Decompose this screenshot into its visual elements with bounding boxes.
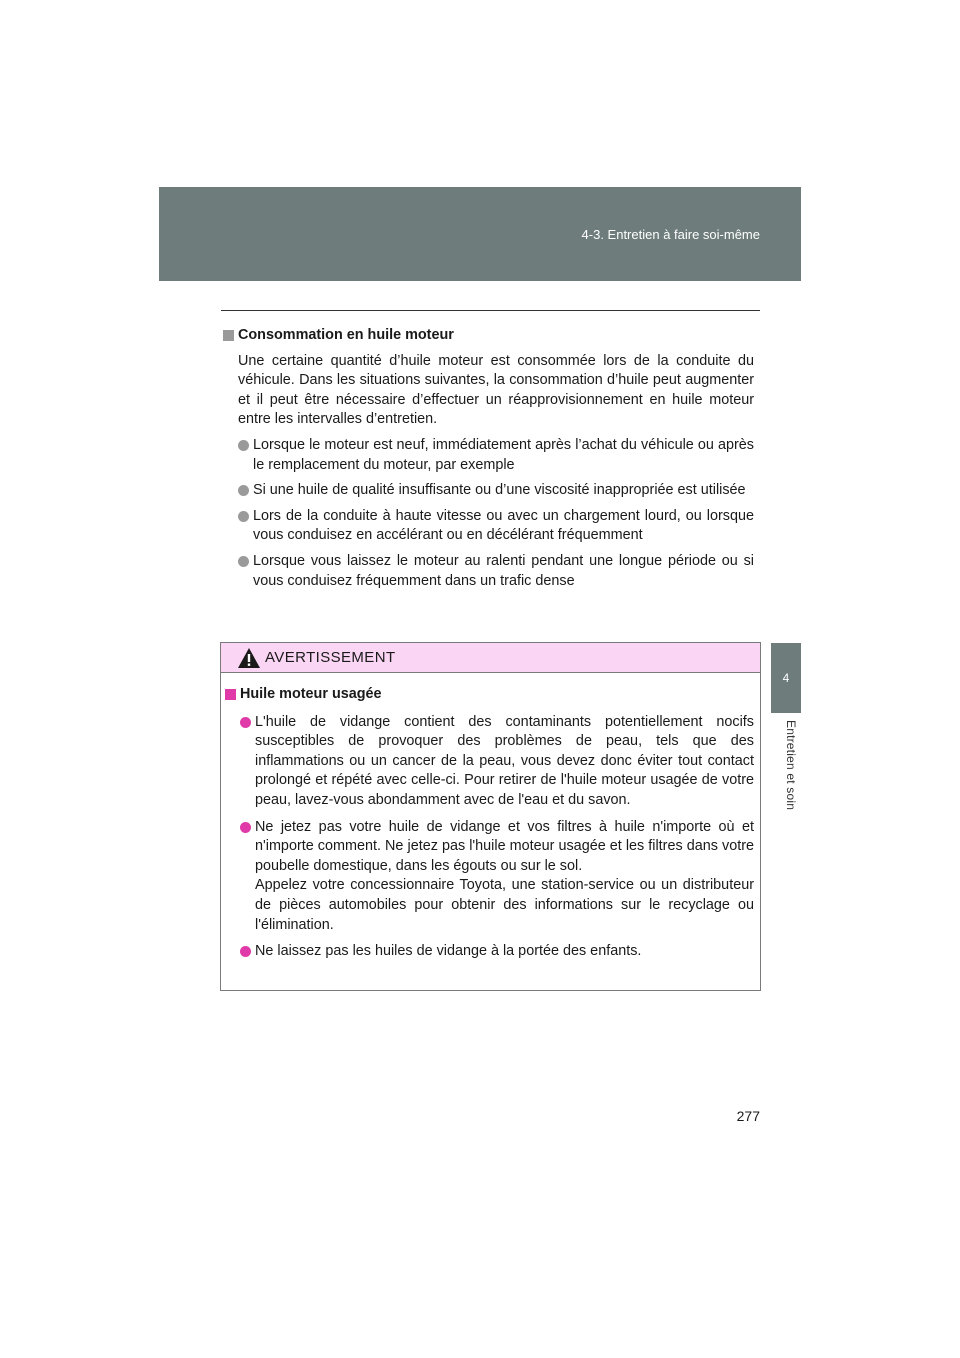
square-bullet-icon: [223, 330, 234, 341]
section-title: 4-3. Entretien à faire soi-même: [581, 227, 760, 242]
list-item-text: Ne laissez pas les huiles de vidange à la portée des enfants.: [255, 943, 642, 960]
bullet-dot-icon: [238, 440, 249, 451]
warning-bullet-list: [240, 713, 754, 962]
warning-title: AVERTISSEMENT: [265, 649, 396, 666]
list-item: [238, 481, 754, 501]
bullet-dot-icon: [238, 485, 249, 496]
list-item: [240, 942, 754, 962]
chapter-tab: [771, 643, 801, 713]
list-item-text: Ne jetez pas votre huile de vidange et vos filtres à huile n'importe où et n'importe comment. Ne jetez pas l'huile moteur usagée et les filtres dans votre poubelle domestique, dans les égouts ou sur le sol.: [255, 818, 754, 874]
warning-body: [221, 673, 760, 962]
list-item: [238, 507, 754, 546]
bullet-dot-icon: [240, 946, 251, 957]
list-item-text: L'huile de vidange contient des contaminants potentiellement nocifs susceptibles de provoquer des problèmes de peau, tels que des inflammations ou un cancer de la peau, vous devez donc éviter tout contact prolongé et répété avec celle-ci. Pour retirer de l'huile moteur usagée de votre peau, lavez-vous abondamment avec de l'eau et du savon.: [255, 713, 754, 808]
warning-heading: [225, 685, 754, 705]
warning-triangle-icon: [237, 647, 261, 669]
list-item: [240, 818, 754, 936]
section-heading: [223, 326, 754, 346]
list-item-text: Lors de la conduite à haute vitesse ou avec un chargement lourd, ou lorsque vous conduisez en accélérant ou en décélérant fréquemment: [253, 507, 754, 544]
warning-heading-text: Huile moteur usagée: [240, 686, 382, 702]
bullet-dot-icon: [238, 511, 249, 522]
warning-header: [221, 643, 760, 673]
bullet-dot-icon: [238, 556, 249, 567]
list-item-text: Lorsque vous laissez le moteur au ralenti pendant une longue période ou si vous conduisez fréquemment dans un trafic dense: [253, 552, 754, 589]
list-item: [240, 713, 754, 811]
divider: [221, 310, 760, 311]
list-item-text: Lorsque le moteur est neuf, immédiatement après l’achat du véhicule ou après le remplacement du moteur, par exemple: [253, 436, 754, 473]
list-item-text: Si une huile de qualité insuffisante ou d’une viscosité inappropriée est utilisée: [253, 482, 746, 499]
bullet-list: [238, 436, 754, 591]
intro-paragraph: Une certaine quantité d’huile moteur est consommée lors de la conduite du véhicule. Dans les situations suivantes, la consommation d’huile peut augmenter et il peut être nécessaire d’effectuer un réapprovisionnement en huile moteur entre les intervalles d’entretien.: [238, 352, 754, 428]
list-item-text: Appelez votre concessionnaire Toyota, une station-service ou un distributeur de pièces automobiles pour obtenir des informations sur le recyclage ou l'élimination.: [255, 877, 754, 933]
main-section: [223, 326, 754, 597]
page-number: 277: [736, 1108, 760, 1124]
header-band: [159, 187, 801, 281]
square-bullet-icon: [225, 689, 236, 700]
list-item: [238, 436, 754, 475]
list-item: [238, 552, 754, 591]
bullet-dot-icon: [240, 822, 251, 833]
section-heading-text: Consommation en huile moteur: [238, 327, 454, 343]
warning-box: [220, 642, 761, 991]
chapter-label: Entretien et soin: [784, 720, 798, 811]
chapter-number: 4: [782, 671, 790, 685]
bullet-dot-icon: [240, 717, 251, 728]
